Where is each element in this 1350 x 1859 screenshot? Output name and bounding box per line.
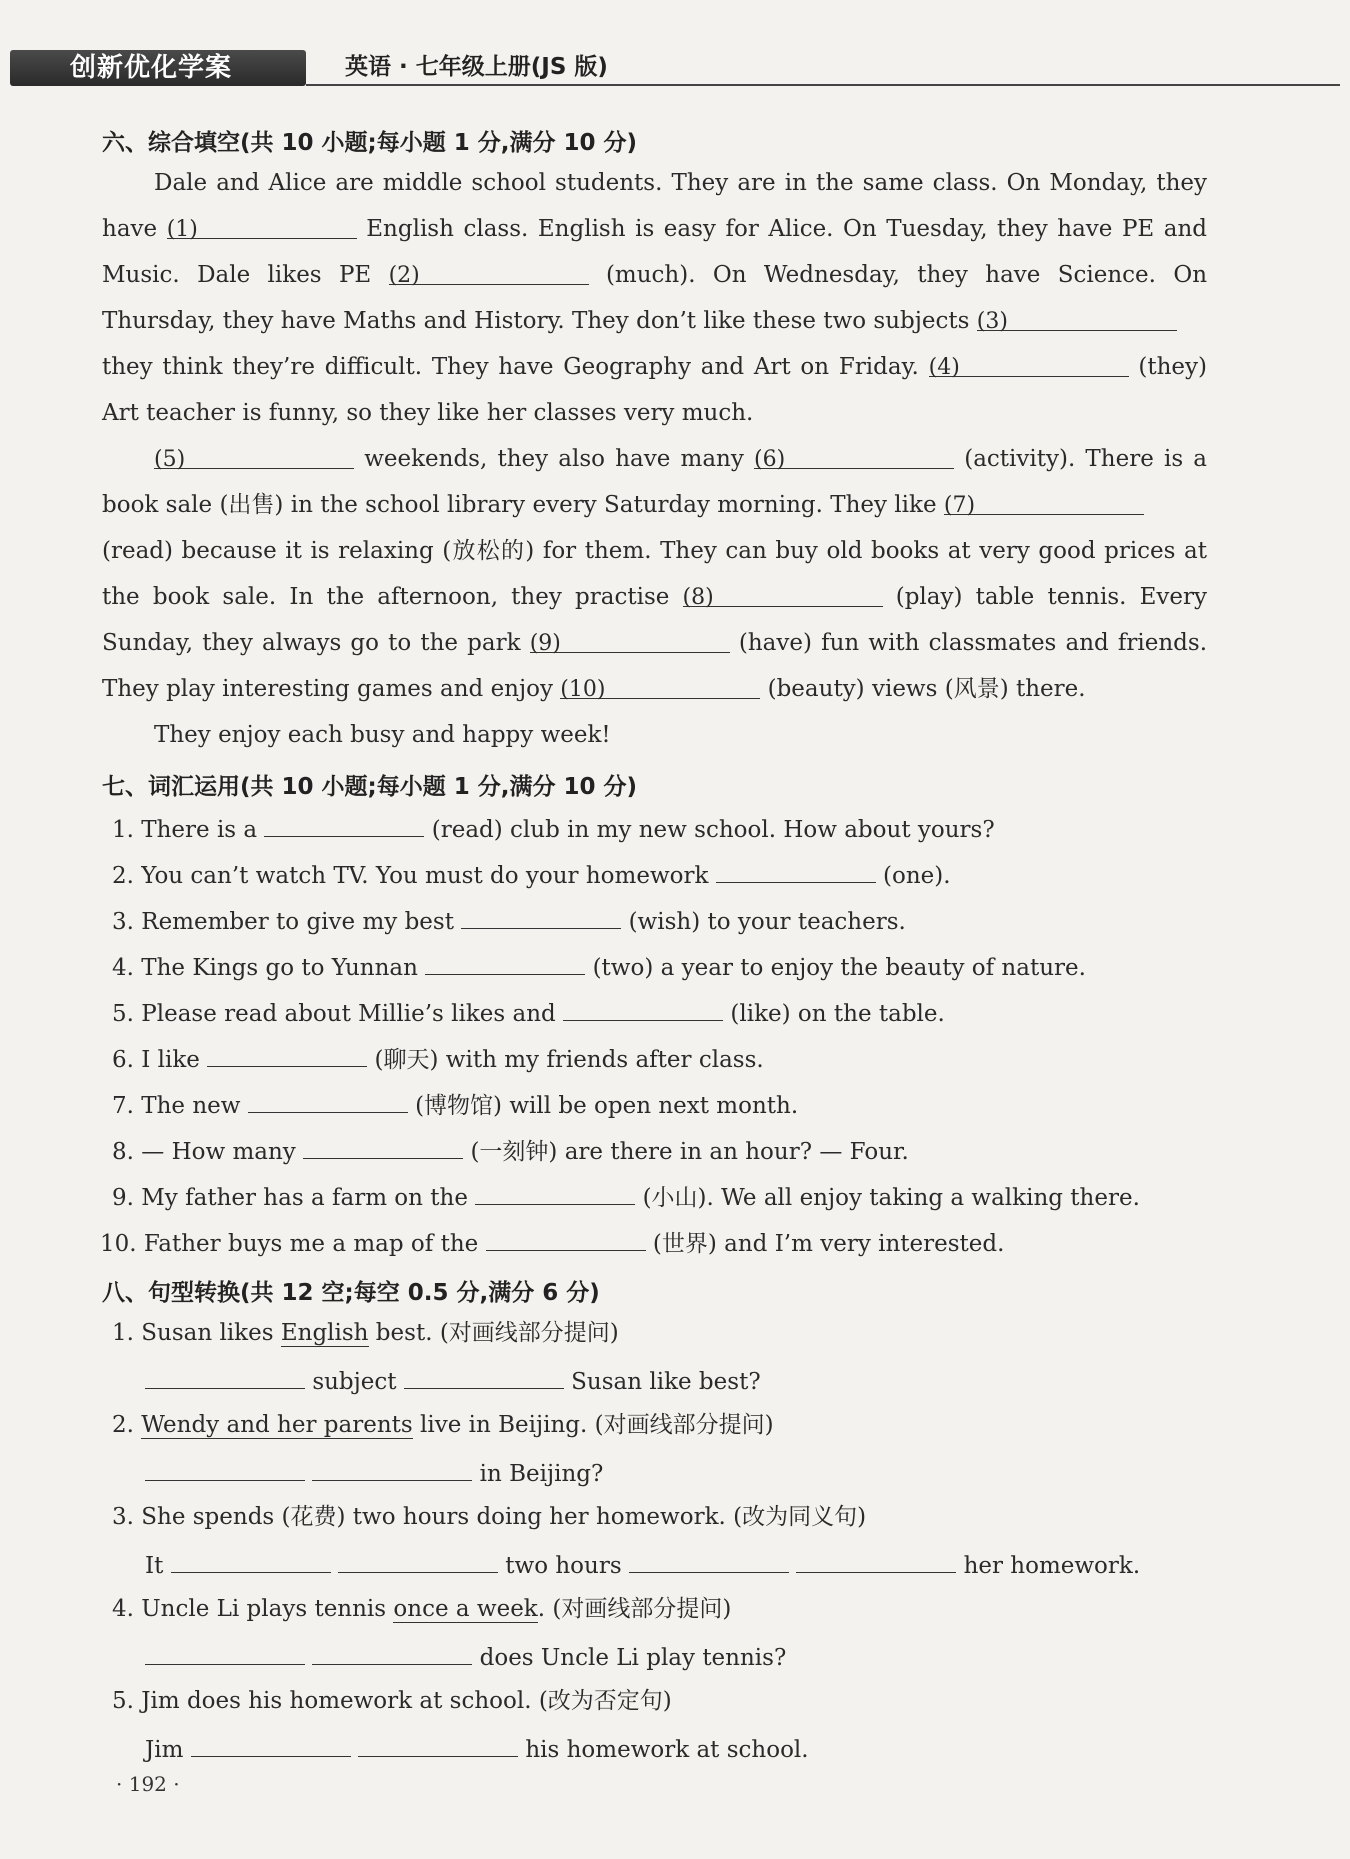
passage-line: They play interesting games and enjoy (10) (beauty) views (风景) there. <box>102 676 1086 702</box>
vocab-item: 6. I like (聊天) with my friends after class. <box>112 1042 764 1075</box>
passage-line: (read) because it is relaxing (放松的) for them. They can buy old books at very good prices at <box>102 538 1207 564</box>
vocab-blank[interactable] <box>461 904 621 929</box>
blank-8[interactable]: (8) <box>683 582 883 607</box>
answer-blank[interactable] <box>358 1732 518 1757</box>
underlined-target: English <box>280 1320 369 1346</box>
vocab-item: 4. The Kings go to Yunnan (two) a year to enjoy the beauty of nature. <box>112 950 1086 983</box>
underlined-target: once a week <box>393 1596 538 1622</box>
vocab-item: 2. You can’t watch TV. You must do your homework (one). <box>112 858 951 891</box>
passage-line: the book sale. In the afternoon, they practise (8) (play) table tennis. Every <box>102 584 1207 610</box>
passage-line: have (1) English class. English is easy for Alice. On Tuesday, they have PE and <box>102 216 1208 242</box>
answer-blank[interactable] <box>629 1548 789 1573</box>
blank-4[interactable]: (4) <box>929 352 1129 377</box>
blank-5[interactable]: (5) <box>154 444 354 469</box>
answer-blank[interactable] <box>312 1640 472 1665</box>
blank-2[interactable]: (2) <box>389 260 589 285</box>
passage-line: they think they’re difficult. They have Geography and Art on Friday. (4) (they) <box>102 354 1207 380</box>
vocab-blank[interactable] <box>264 812 424 837</box>
passage-line: Dale and Alice are middle school students. They are in the same class. On Monday, they <box>154 170 1207 196</box>
book-title: 英语 · 七年级上册(JS 版) <box>345 54 608 80</box>
section6-title: 六、综合填空(共 10 小题;每小题 1 分,满分 10 分) <box>102 130 638 156</box>
answer-blank[interactable] <box>145 1640 305 1665</box>
answer-blank[interactable] <box>145 1364 305 1389</box>
passage-line: book sale (出售) in the school library every Saturday morning. They like (7) <box>102 490 1207 520</box>
answer-line-4: does Uncle Li play tennis? <box>145 1640 786 1673</box>
answer-blank[interactable] <box>796 1548 956 1573</box>
passage-line: Music. Dale likes PE (2) (much). On Wednesday, they have Science. On <box>102 262 1208 288</box>
answer-blank[interactable] <box>338 1548 498 1573</box>
passage-line: Thursday, they have Maths and History. They don’t like these two subjects (3) <box>102 306 1207 336</box>
transform-question-1: 1. Susan likes English best. (对画线部分提问) <box>112 1320 619 1346</box>
page-header <box>10 44 1340 88</box>
answer-blank[interactable] <box>191 1732 351 1757</box>
section8-title: 八、句型转换(共 12 空;每空 0.5 分,满分 6 分) <box>102 1280 600 1306</box>
blank-6[interactable]: (6) <box>754 444 954 469</box>
answer-blank[interactable] <box>145 1456 305 1481</box>
answer-blank[interactable] <box>171 1548 331 1573</box>
series-banner <box>10 50 306 86</box>
vocab-item: 5. Please read about Millie’s likes and (like) on the table. <box>112 996 945 1029</box>
vocab-item: 7. The new (博物馆) will be open next month. <box>112 1088 798 1121</box>
blank-7[interactable]: (7) <box>944 490 1144 515</box>
vocab-blank[interactable] <box>207 1042 367 1067</box>
passage-line: They enjoy each busy and happy week! <box>154 722 611 748</box>
vocab-blank[interactable] <box>303 1134 463 1159</box>
header-rule <box>306 84 1340 86</box>
vocab-item: 8. — How many (一刻钟) are there in an hour? — Four. <box>112 1134 909 1167</box>
series-title: 创新优化学案 <box>70 53 233 83</box>
answer-blank[interactable] <box>312 1456 472 1481</box>
transform-question-3: 3. She spends (花费) two hours doing her homework. (改为同义句) <box>112 1504 867 1530</box>
answer-line-1: subject Susan like best? <box>145 1364 761 1397</box>
answer-blank[interactable] <box>404 1364 564 1389</box>
vocab-blank[interactable] <box>486 1226 646 1251</box>
section7-title: 七、词汇运用(共 10 小题;每小题 1 分,满分 10 分) <box>102 774 638 800</box>
vocab-blank[interactable] <box>475 1180 635 1205</box>
blank-10[interactable]: (10) <box>560 674 760 699</box>
transform-question-5: 5. Jim does his homework at school. (改为否定句) <box>112 1688 672 1714</box>
vocab-item: 9. My father has a farm on the (小山). We all enjoy taking a walking there. <box>112 1180 1140 1213</box>
underlined-target: Wendy and her parents <box>141 1412 413 1438</box>
vocab-blank[interactable] <box>716 858 876 883</box>
passage-line: Art teacher is funny, so they like her classes very much. <box>102 400 754 426</box>
blank-3[interactable]: (3) <box>977 306 1177 331</box>
vocab-blank[interactable] <box>425 950 585 975</box>
page-number: · 192 · <box>116 1772 180 1796</box>
answer-line-3: It two hours her homework. <box>145 1548 1140 1581</box>
blank-9[interactable]: (9) <box>530 628 730 653</box>
blank-1[interactable]: (1) <box>167 214 357 239</box>
vocab-blank[interactable] <box>563 996 723 1021</box>
answer-line-5: Jim his homework at school. <box>145 1732 809 1765</box>
transform-question-2: 2. Wendy and her parents live in Beijing. (对画线部分提问) <box>112 1412 774 1438</box>
vocab-item: 1. There is a (read) club in my new school. How about yours? <box>112 812 995 845</box>
vocab-item: 10. Father buys me a map of the (世界) and I’m very interested. <box>100 1226 1004 1259</box>
vocab-item: 3. Remember to give my best (wish) to your teachers. <box>112 904 906 937</box>
answer-line-2: in Beijing? <box>145 1456 603 1489</box>
vocab-blank[interactable] <box>248 1088 408 1113</box>
passage-line: (5) weekends, they also have many (6) (activity). There is a <box>154 446 1208 472</box>
transform-question-4: 4. Uncle Li plays tennis once a week. (对画线部分提问) <box>112 1596 732 1622</box>
passage-line: Sunday, they always go to the park (9) (have) fun with classmates and friends. <box>102 630 1208 656</box>
